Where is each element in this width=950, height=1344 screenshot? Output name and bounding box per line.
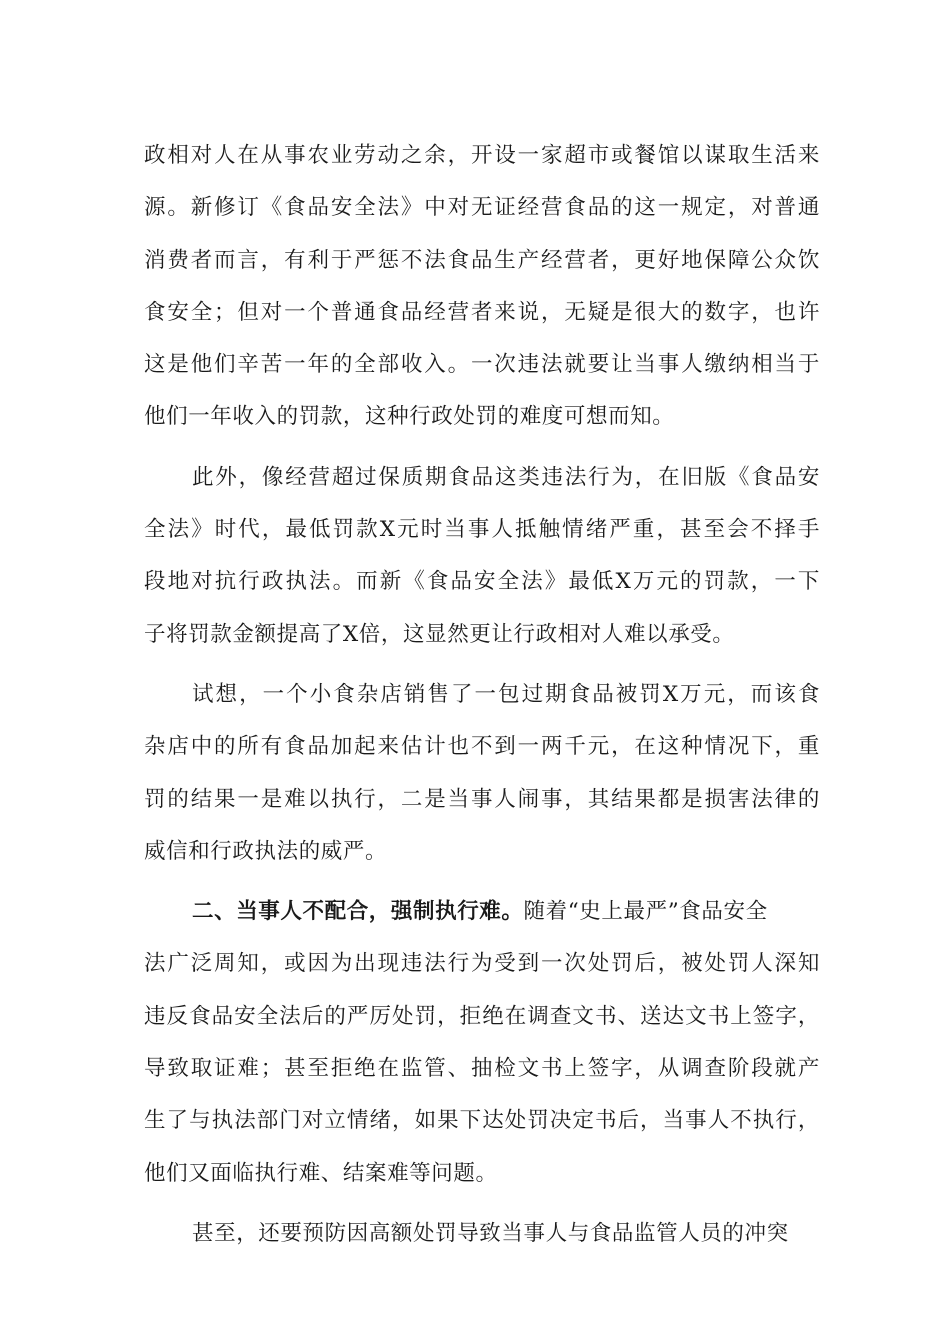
text-line: 威信和行政执法的威严。 <box>144 838 388 864</box>
text-line: 此外，像经营超过保质期食品这类违法行为，在旧版《食品安 <box>192 464 820 490</box>
text-line: 源。新修订《食品安全法》中对无证经营食品的这一规定，对普通 <box>144 195 820 221</box>
text-line: 试想，一个小食杂店销售了一包过期食品被罚X万元，而该食 <box>192 681 820 707</box>
text-line: 他们又面临执行难、结案难等问题。 <box>144 1160 498 1186</box>
text-line: 法广泛周知，或因为出现违法行为受到一次处罚后，被处罚人深知 <box>144 951 820 977</box>
text-line: 罚的结果一是难以执行，二是当事人闹事，其结果都是损害法律的 <box>144 786 820 812</box>
body-text <box>144 130 820 1260</box>
text-line: 导致取证难；甚至拒绝在监管、抽检文书上签字，从调查阶段就产 <box>144 1056 820 1082</box>
text-span: 随着“史上最严”食品安全 <box>523 899 768 925</box>
text-line: 这是他们辛苦一年的全部收入。一次违法就要让当事人缴纳相当于 <box>144 352 820 378</box>
paragraph <box>144 130 820 444</box>
text-line: 食安全；但对一个普通食品经营者来说，无疑是很大的数字，也许 <box>144 299 820 325</box>
text-line <box>144 886 820 938</box>
text-line: 子将罚款金额提高了X倍，这显然更让行政相对人难以承受。 <box>144 621 735 647</box>
text-line: 他们一年收入的罚款，这种行政处罚的难度可想而知。 <box>144 404 675 430</box>
text-line: 消费者而言，有利于严惩不法食品生产经营者，更好地保障公众饮 <box>144 247 820 273</box>
text-line: 违反食品安全法后的严厉处罚，拒绝在调查文书、送达文书上签字， <box>144 1003 820 1029</box>
text-line: 段地对抗行政执法。而新《食品安全法》最低X万元的罚款，一下 <box>144 569 820 595</box>
paragraph <box>144 886 820 1200</box>
text-line: 政相对人在从事农业劳动之余，开设一家超市或餐馆以谋取生活来 <box>144 143 820 168</box>
text-line: 甚至，还要预防因高额处罚导致当事人与食品监管人员的冲突 <box>192 1220 789 1246</box>
section-heading: 二、当事人不配合，强制执行难。 <box>192 899 524 925</box>
text-line: 全法》时代，最低罚款X元时当事人抵触情绪严重，甚至会不择手 <box>144 517 820 543</box>
paragraph <box>144 1208 820 1260</box>
paragraph <box>144 452 820 661</box>
text-line: 生了与执法部门对立情绪，如果下达处罚决定书后，当事人不执行， <box>144 1108 820 1134</box>
paragraph <box>144 669 820 878</box>
text-line: 杂店中的所有食品加起来估计也不到一两千元，在这种情况下，重 <box>144 734 820 760</box>
